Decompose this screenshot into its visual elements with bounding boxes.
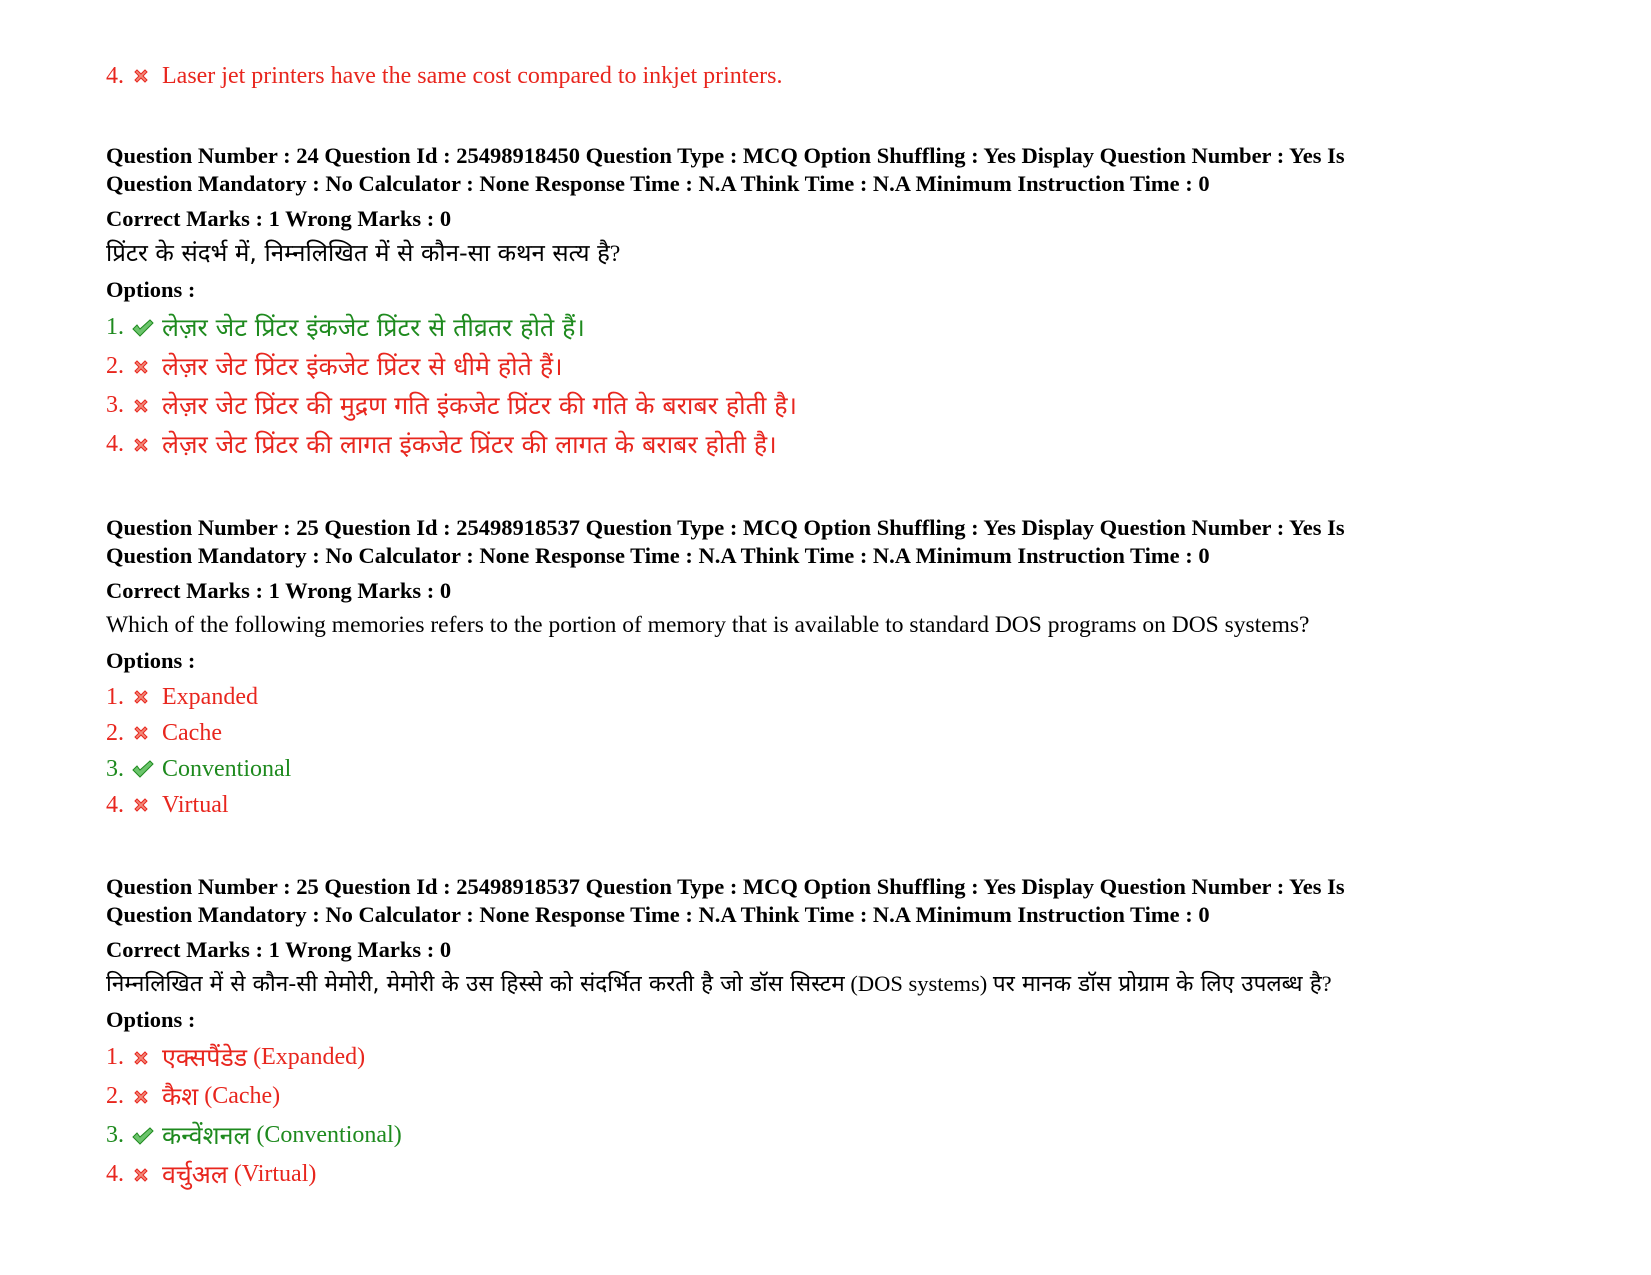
question-block <box>106 142 1546 464</box>
option-row <box>106 308 1546 347</box>
options-label: Options : <box>106 1007 196 1032</box>
option-row <box>106 751 1546 787</box>
question-meta-line-2: Question Mandatory : No Calculator : None Response Time : N.A Think Time : N.A Minimum Instruction Time : 0 <box>106 902 1210 927</box>
content <box>106 58 1546 1194</box>
question-text-english: (DOS systems) <box>844 971 993 996</box>
cross-icon <box>132 688 158 706</box>
question-marks: Correct Marks : 1 Wrong Marks : 0 <box>106 206 452 231</box>
option-number: 3. <box>106 1122 124 1148</box>
option-text: कैश <box>162 1082 199 1111</box>
option-number: 4. <box>106 431 124 457</box>
option-row <box>106 386 1546 425</box>
option-number: 1. <box>106 684 124 710</box>
option-number: 1. <box>106 1044 124 1070</box>
cross-icon <box>132 724 158 742</box>
question-block <box>106 873 1546 1194</box>
option-text-english: (Virtual) <box>227 1161 317 1187</box>
question-text-hindi-2: पर मानक डॉस प्रोग्राम के लिए उपलब्ध है <box>992 971 1322 997</box>
option-row <box>106 58 1546 94</box>
question-text-hindi: प्रिंटर के संदर्भ में, निम्नलिखित में से कौन-सा कथन सत्य है <box>106 239 610 267</box>
question-mark: ? <box>609 241 621 267</box>
question-text-hindi-1: निम्नलिखित में से कौन-सी मेमोरी, मेमोरी के उस हिस्से को संदर्भित करती है जो डॉस सिस्टम <box>106 971 845 997</box>
option-text: वर्चुअल <box>162 1160 228 1189</box>
option-row <box>106 1077 1546 1116</box>
cross-icon <box>132 1166 158 1184</box>
option-row <box>106 1116 1546 1155</box>
option-row <box>106 787 1546 823</box>
cross-icon <box>132 67 158 85</box>
option-text-english: (Conventional) <box>250 1122 402 1148</box>
option-row <box>106 425 1546 464</box>
cross-icon <box>132 1049 158 1067</box>
cross-icon <box>132 436 158 454</box>
question-meta-line-1: Question Number : 25 Question Id : 25498918537 Question Type : MCQ Option Shuffling : Yes Display Question Number : Yes Is <box>106 874 1345 899</box>
option-number: 2. <box>106 1083 124 1109</box>
option-row <box>106 347 1546 386</box>
option-number: 4. <box>106 63 124 89</box>
question-mark: ? <box>1321 971 1332 996</box>
question-meta-line-2: Question Mandatory : No Calculator : None Response Time : N.A Think Time : N.A Minimum Instruction Time : 0 <box>106 543 1210 568</box>
question-meta-line-2: Question Mandatory : No Calculator : None Response Time : N.A Think Time : N.A Minimum Instruction Time : 0 <box>106 171 1210 196</box>
options-label: Options : <box>106 648 196 673</box>
option-text: एक्सपैंडेड <box>162 1043 248 1072</box>
option-text: लेज़र जेट प्रिंटर इंकजेट प्रिंटर से धीमे होते हैं। <box>162 352 563 381</box>
option-number: 3. <box>106 756 124 782</box>
check-icon <box>132 760 158 778</box>
cross-icon <box>132 796 158 814</box>
option-row <box>106 679 1546 715</box>
question-marks: Correct Marks : 1 Wrong Marks : 0 <box>106 937 452 962</box>
check-icon <box>132 319 158 337</box>
question-text <box>106 966 1546 1002</box>
check-icon <box>132 1127 158 1145</box>
option-text: Cache <box>162 720 222 746</box>
option-text: कन्वेंशनल <box>162 1121 251 1150</box>
option-number: 4. <box>106 1161 124 1187</box>
question-text <box>106 235 1546 272</box>
option-text-english: (Expanded) <box>247 1044 366 1070</box>
option-row <box>106 1038 1546 1077</box>
cross-icon <box>132 1088 158 1106</box>
option-text: लेज़र जेट प्रिंटर की लागत इंकजेट प्रिंटर की लागत के बराबर होती है। <box>162 430 777 459</box>
option-number: 2. <box>106 353 124 379</box>
option-text: लेज़र जेट प्रिंटर इंकजेट प्रिंटर से तीव्रतर होते हैं। <box>162 313 585 342</box>
question-block <box>106 514 1546 823</box>
option-text: लेज़र जेट प्रिंटर की मुद्रण गति इंकजेट प्रिंटर की गति के बराबर होती है। <box>162 391 798 420</box>
cross-icon <box>132 358 158 376</box>
option-text-english: (Cache) <box>198 1083 281 1109</box>
option-text: Expanded <box>162 684 258 710</box>
question-marks: Correct Marks : 1 Wrong Marks : 0 <box>106 578 452 603</box>
option-number: 4. <box>106 792 124 818</box>
option-text: Conventional <box>162 756 292 782</box>
option-text: Laser jet printers have the same cost compared to inkjet printers. <box>162 63 783 89</box>
option-number: 3. <box>106 392 124 418</box>
question-meta-line-1: Question Number : 25 Question Id : 25498918537 Question Type : MCQ Option Shuffling : Yes Display Question Number : Yes Is <box>106 515 1345 540</box>
option-row <box>106 715 1546 751</box>
option-text: Virtual <box>162 792 229 818</box>
option-row <box>106 1155 1546 1194</box>
option-number: 2. <box>106 720 124 746</box>
cross-icon <box>132 397 158 415</box>
question-text: Which of the following memories refers to the portion of memory that is available to standard DOS programs on DOS systems? <box>106 612 1310 638</box>
question-meta-line-1: Question Number : 24 Question Id : 25498918450 Question Type : MCQ Option Shuffling : Yes Display Question Number : Yes Is <box>106 143 1345 168</box>
option-number: 1. <box>106 314 124 340</box>
options-label: Options : <box>106 277 196 302</box>
